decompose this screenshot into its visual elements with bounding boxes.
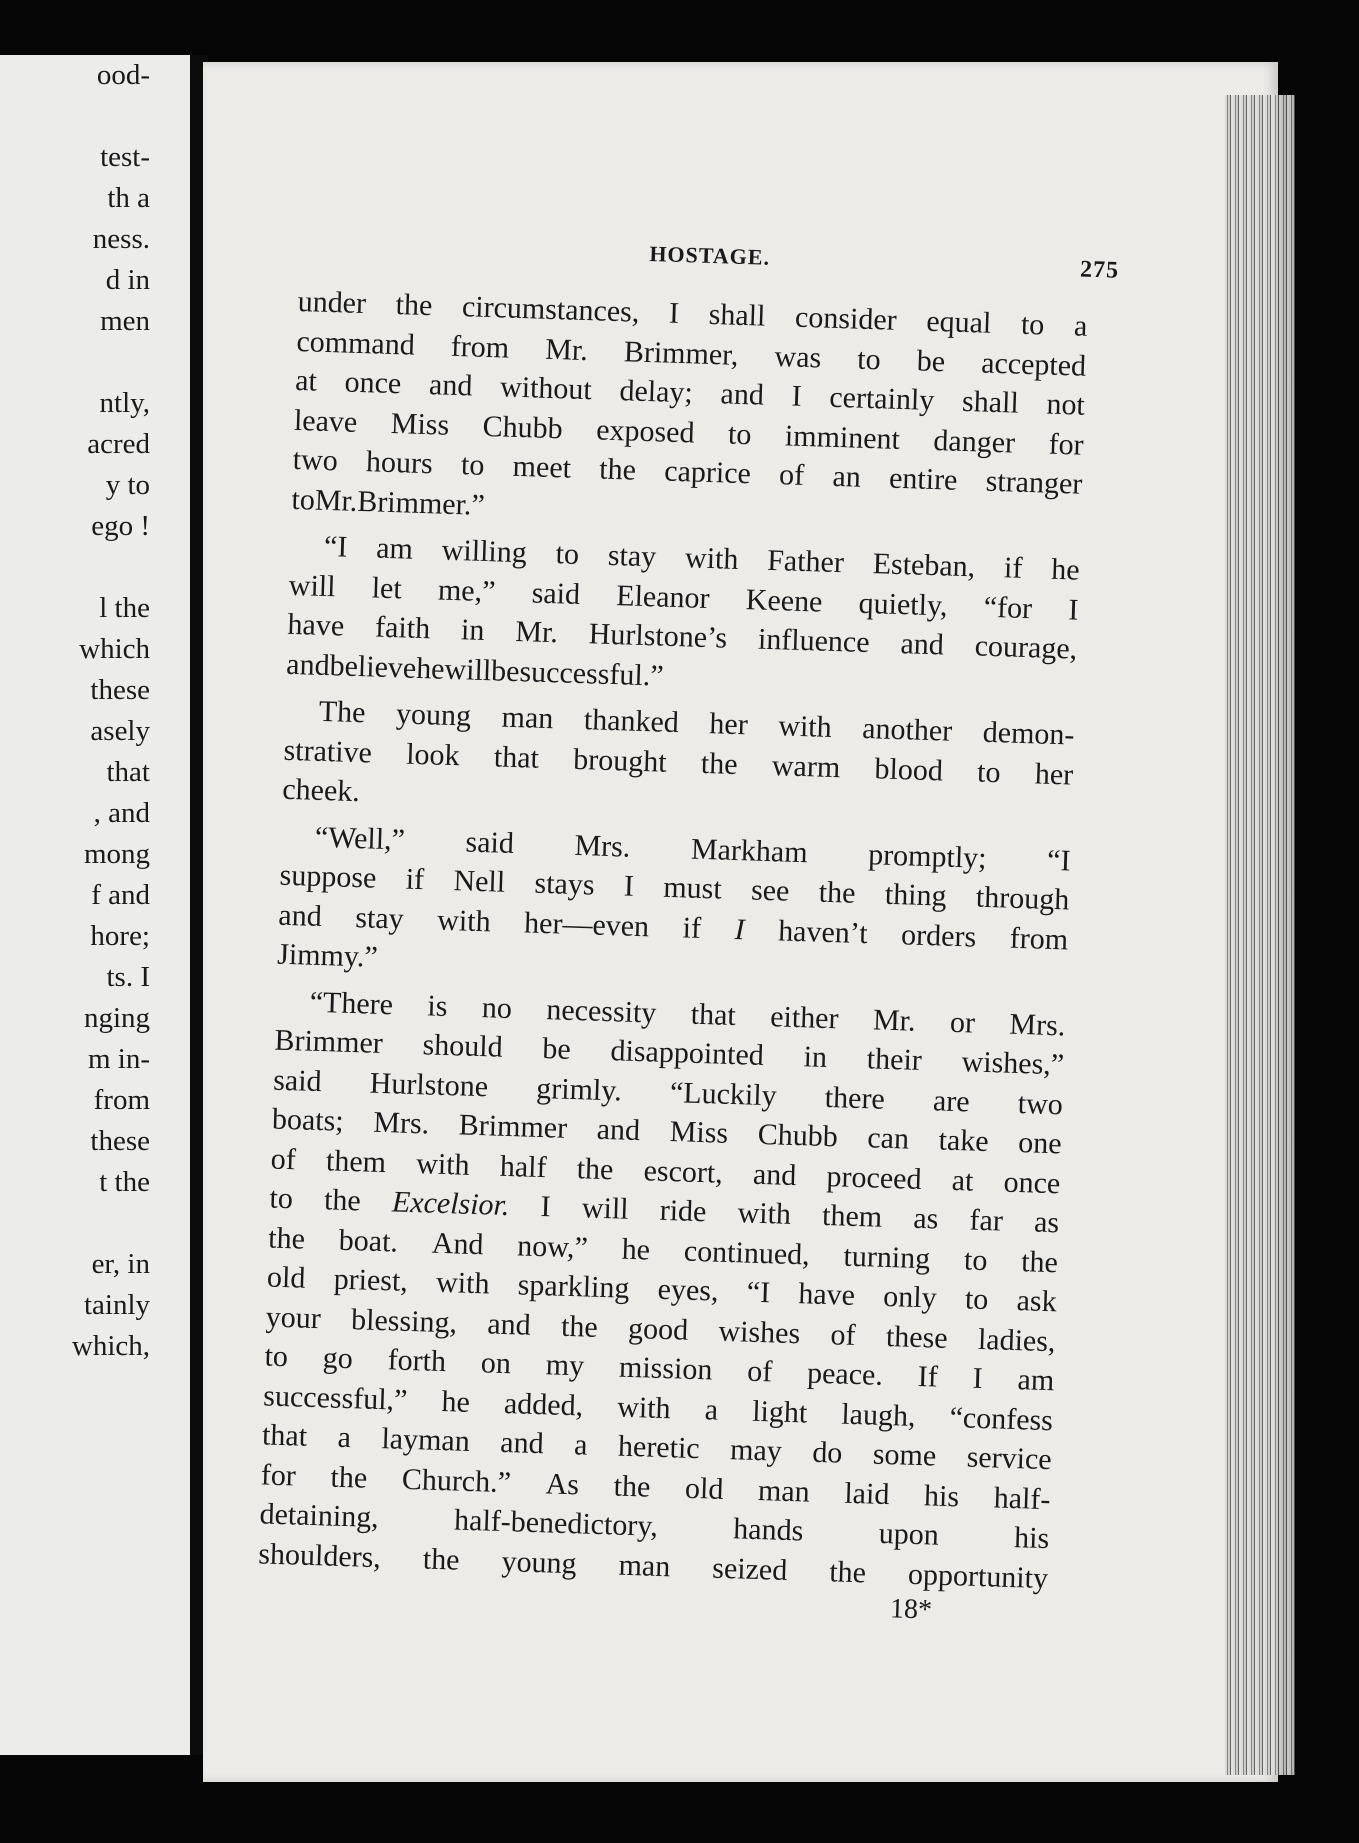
left-page-line: t the — [99, 1166, 150, 1198]
left-page-line: acred — [87, 428, 150, 460]
left-page-line: that — [106, 756, 150, 788]
text-line: Brimmer should be disappointed in their wishes,” — [274, 1023, 1065, 1082]
text-line: “There is no necessity that either Mr. or Mrs. — [309, 985, 1066, 1042]
text-line: detaining, half-benedictory, hands upon his — [259, 1497, 1050, 1556]
left-page — [0, 55, 190, 1755]
left-page-line: ness. — [92, 223, 150, 255]
text-line: under the circumstances, I shall consider equal to a — [297, 284, 1088, 343]
left-page-line: which — [79, 633, 150, 665]
page-edges — [1225, 95, 1295, 1775]
left-page-line: mong — [83, 838, 150, 870]
text-line: to Mr. Brimmer.” — [291, 482, 486, 522]
left-page-line — [72, 342, 150, 383]
left-page-text — [72, 55, 150, 1367]
text-line: “I am willing to stay with Father Esteban, if he — [323, 529, 1081, 587]
left-page-line — [72, 96, 150, 137]
left-page-line: d in — [105, 264, 150, 296]
text-line: have faith in Mr. Hurlstone’s influence and courage, — [287, 607, 1078, 666]
text-line: cheek. — [281, 772, 361, 809]
left-page-line: ego ! — [91, 510, 150, 542]
text-line: suppose if Nell stays I must see the thing through — [279, 858, 1070, 917]
left-page-line: tainly — [83, 1289, 150, 1321]
left-page-line: these — [90, 1125, 150, 1157]
text-line: successful,” he added, with a light laugh, “confess — [262, 1378, 1054, 1437]
left-page-line: f and — [91, 879, 150, 911]
text-line: your blessing, and the good wishes of these ladies, — [265, 1299, 1056, 1358]
left-page-line: , and — [93, 797, 150, 829]
paragraph — [291, 282, 1088, 544]
text-line: boats; Mrs. Brimmer and Miss Chubb can take one — [271, 1102, 1063, 1161]
left-page-line — [72, 1203, 150, 1244]
left-page-line: men — [100, 305, 150, 337]
text-line: “Well,” said Mrs. Markham promptly; “I — [314, 820, 1072, 878]
text-line: and stay with her—even if I haven’t orders from — [277, 898, 1069, 956]
text-line: said Hurlstone grimly. “Luckily there are two — [272, 1063, 1064, 1121]
paragraph — [258, 981, 1066, 1598]
left-page-line: asely — [90, 715, 150, 747]
text-line: shoulders, the young man seized the opportunity — [257, 1536, 1049, 1595]
text-line: to go forth on my mission of peace. If I am — [264, 1339, 1055, 1398]
text-line: of them with half the escort, and proceed at once — [270, 1142, 1061, 1200]
running-head-title: HOSTAGE. — [649, 240, 771, 270]
text-line: and believe he will be successful.” — [285, 647, 665, 693]
left-page-line: er, in — [91, 1248, 150, 1280]
signature-text: 18* — [889, 1593, 933, 1626]
right-page-text — [257, 230, 1120, 1638]
text-line: Jimmy.” — [276, 937, 379, 974]
left-page-line: test- — [100, 141, 150, 173]
left-page-line: hore; — [90, 920, 150, 952]
text-line: will let me,” said Eleanor Keene quietly, “for I — [288, 568, 1079, 627]
text-line: at once and without delay; and I certainly shall not — [294, 363, 1086, 422]
left-page-line: these — [90, 674, 150, 706]
left-page-line: y to — [105, 469, 150, 501]
text-line: the boat. And now,” he continued, turning to the — [267, 1221, 1059, 1279]
left-page-line: m in- — [87, 1043, 150, 1075]
left-page-line: ntly, — [99, 387, 150, 419]
paragraph — [286, 526, 1081, 709]
left-page-line: th a — [107, 182, 150, 214]
left-page-line: which, — [71, 1330, 150, 1362]
page-number: 275 — [1079, 256, 1120, 284]
text-line: two hours to meet the caprice of an entire stranger — [292, 442, 1083, 501]
left-page-line — [72, 547, 150, 588]
left-page-line: nging — [83, 1002, 150, 1034]
left-page-line: l the — [99, 592, 150, 624]
text-line: strative look that brought the warm blood to her — [283, 733, 1074, 792]
paragraph — [277, 816, 1072, 999]
text-line: old priest, with sparkling eyes, “I have only to ask — [266, 1260, 1058, 1319]
left-page-line: ood- — [96, 59, 150, 91]
text-line: to the Excelsior. I will ride with them as far as — [269, 1181, 1060, 1240]
body-text — [258, 282, 1088, 1598]
left-page-line: ts. I — [106, 961, 150, 993]
text-line: that a layman and a heretic may do some service — [261, 1418, 1053, 1477]
text-line: leave Miss Chubb exposed to imminent danger for — [293, 403, 1085, 462]
text-line: for the Church.” As the old man laid his half- — [260, 1457, 1051, 1516]
text-line: The young man thanked her with another demon- — [318, 694, 1075, 752]
left-page-line: from — [93, 1084, 150, 1116]
text-line: command from Mr. Brimmer, was to be accepted — [295, 324, 1087, 383]
